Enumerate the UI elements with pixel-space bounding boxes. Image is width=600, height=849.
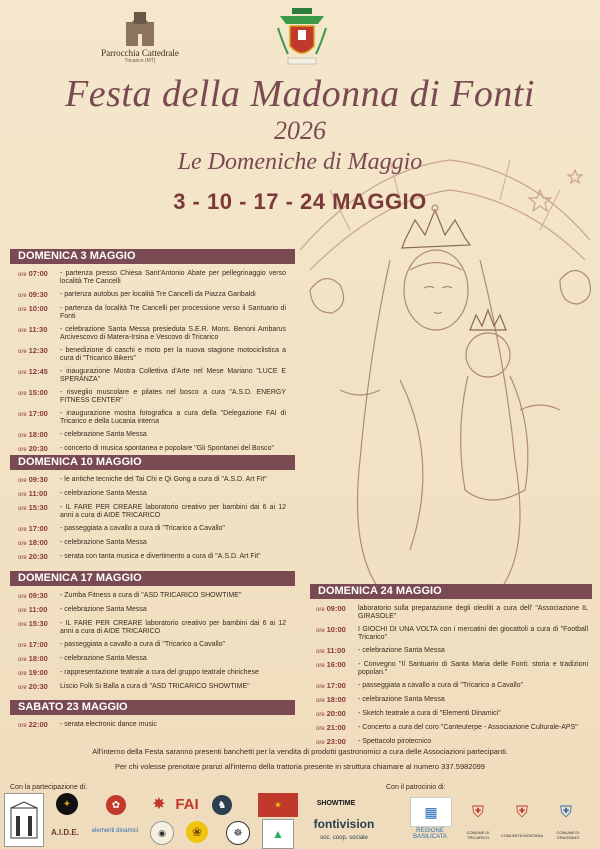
schedule-row: ore 15:00 - risveglio muscolare e pilates nel bosco a cura "A.S.D. ENERGY FITNESS CENTER" bbox=[18, 388, 286, 404]
sponsor-logo: ▲ bbox=[262, 819, 294, 849]
schedule-row: ore 18:00 - celebrazione Santa Messa bbox=[316, 695, 445, 704]
schedule-row: ore 18:00 - celebrazione Santa Messa bbox=[18, 538, 147, 547]
fontivision-subtitle: soc. coop. sociale bbox=[320, 835, 368, 841]
day-schedule bbox=[18, 270, 286, 459]
schedule-row: ore 17:00 - passeggiata a cavallo a cura di "Tricarico a Cavallo" bbox=[18, 640, 226, 649]
schedule-row: ore 16:00 - Convegno "Il Santuario di Santa Maria delle Fonti: storia e tradizioni popolari." bbox=[316, 660, 588, 676]
parish-place: Tricarico (MT) bbox=[124, 58, 156, 64]
elementi-dinamici-logo: elementi dinamici bbox=[91, 828, 139, 834]
schedule-row: ore 09:30 - partenza autobus per località Tre Cancelli da Piazza Garibaldi bbox=[18, 290, 256, 299]
comune-grassano-label: COMUNE DI GRASSANO bbox=[556, 830, 580, 840]
comunita-montana-label: COMUNITÀ MONTANA bbox=[500, 832, 544, 838]
aide-logo: A.I.D.E. bbox=[50, 827, 79, 837]
schedule-row: ore 09:30 - Zumba Fitness a cura di "ASD TRICARICO SHOWTIME" bbox=[18, 591, 242, 600]
sponsor-logos bbox=[0, 791, 600, 849]
schedule-row: ore 10:00 - partenza da località Tre Cancelli per processione verso il Santuario di Fonti bbox=[18, 304, 286, 320]
day-schedule bbox=[18, 721, 286, 735]
schedule-row: ore 21:00 - Concerto a cura del coro "Canteuterpe - Associazione Culturale-APS" bbox=[316, 723, 578, 732]
comunita-montana-crest-icon: ⛨ bbox=[515, 804, 528, 821]
festival-title: Festa della Madonna di Fonti bbox=[65, 73, 535, 115]
fai-logo: FAI bbox=[175, 795, 199, 813]
parish-logo bbox=[100, 8, 180, 64]
schedule-row: ore 20:30 - concerto di musica spontanea e popolare "Gli Spontanei del Bosco" bbox=[18, 444, 274, 453]
cathedral-icon bbox=[118, 8, 162, 48]
day-heading: DOMENICA 10 MAGGIO bbox=[10, 455, 295, 470]
schedule-row: ore 15:30 - IL FARE PER CREARE laboratorio creativo per bambini dai 6 ai 12 anni a cura di AIDE TRICARICO bbox=[18, 619, 286, 635]
footer-note-booking: Per chi volesse prenotare pranzi all'interno della trattoria presente in struttura chiamare al numero 337.5982099 bbox=[115, 762, 485, 771]
regione-basilicata-emblem-icon: ▦ bbox=[410, 797, 452, 827]
schedule-row: ore 17:00 - inaugurazione mostra fotografica a cura della "Delegazione FAI di Tricarico e della Lucania interna bbox=[18, 409, 286, 425]
schedule-row: ore 20:30 - serata con tanta musica e divertimento a cura di "A.S.D. Art Fit" bbox=[18, 552, 261, 561]
day-heading: DOMENICA 24 MAGGIO bbox=[310, 584, 592, 599]
schedule-row: ore 12:45 - inaugurazione Mostra Collettiva d'Arte nel Mese Mariano "LUCE E SPERANZA" bbox=[18, 367, 286, 383]
comune-grassano-crest-icon: ⛨ bbox=[559, 804, 572, 821]
schedule-row: ore 22:00 - serata electronic dance music bbox=[18, 720, 157, 729]
day-schedule bbox=[316, 605, 588, 752]
schedule-row: ore 20:30 Liscio Folk Si Balla a cura di "ASD TRICARICO SHOWTIME" bbox=[18, 682, 250, 691]
day-heading: SABATO 23 MAGGIO bbox=[10, 700, 295, 715]
schedule-row: ore 18:00 - celebrazione Santa Messa bbox=[18, 430, 147, 439]
day-heading: DOMENICA 17 MAGGIO bbox=[10, 571, 295, 586]
museum-icon bbox=[9, 800, 39, 840]
schedule-row: ore 19:00 - rappresentazione teatrale a cura del gruppo teatrale chirichese bbox=[18, 668, 259, 677]
sponsor-logo: ✿ bbox=[106, 795, 126, 815]
schedule-row: ore 11:00 - celebrazione Santa Messa bbox=[18, 605, 147, 614]
girasole-logo: ❀ bbox=[186, 821, 208, 843]
schedule-row: ore 23:00 - Spettacolo pirotecnico bbox=[316, 737, 432, 746]
schedule-row: ore 18:00 - celebrazione Santa Messa bbox=[18, 654, 147, 663]
regione-basilicata-logo: REGIONE BASILICATA bbox=[413, 828, 447, 840]
sponsor-logo bbox=[4, 793, 44, 847]
schedule-row: ore 20:00 - Sketch teatrale a cura di "Elementi Dinamici" bbox=[316, 709, 501, 718]
schedule-row: ore 09:00 laboratorio sulla preparazione degli oleoliti a cura dell' "Associazione IL GIRASOLE" bbox=[316, 604, 588, 620]
day-schedule bbox=[18, 592, 286, 697]
sponsor-logo: ◉ bbox=[150, 821, 174, 845]
schedule-row: ore 17:00 - passeggiata a cavallo a cura di "Tricarico a Cavallo" bbox=[18, 524, 226, 533]
parish-name: Parrocchia Cattedrale bbox=[101, 48, 179, 58]
schedule-row: ore 07:00 - partenza presso Chiesa Sant'Antonio Abate per pellegrinaggio verso località Tre Cancelli bbox=[18, 269, 286, 285]
patronage-label: Con il patrocinio di: bbox=[386, 784, 446, 791]
comune-tricarico-label: COMUNE DI TRICARICO bbox=[466, 830, 490, 840]
sponsor-logo: ✸ bbox=[152, 796, 166, 813]
schedule-row: ore 11:00 - celebrazione Santa Messa bbox=[316, 646, 445, 655]
bishop-crest-icon bbox=[274, 6, 330, 70]
festival-year: 2026 bbox=[274, 116, 326, 145]
sponsor-logo: ♞ bbox=[212, 795, 232, 815]
schedule-row: ore 17:00 - passeggiata a cavallo a cura di "Tricarico a Cavallo" bbox=[316, 681, 524, 690]
sponsor-logo: ★ bbox=[258, 793, 298, 817]
schedule-row: ore 11:30 - celebrazione Santa Messa presieduta S.E.R. Mons. Benoni Ambarus Arcivescovo di Matera-Irsina e Vescovo di Tricarico bbox=[18, 325, 286, 341]
showtime-logo: SHOWTIME bbox=[316, 799, 356, 807]
schedule-row: ore 15:30 - IL FARE PER CREARE laboratorio creativo per bambini dai 6 ai 12 anni a cura di AIDE TRICARICO bbox=[18, 503, 286, 519]
schedule-row: ore 10:00 I GIOCHI DI UNA VOLTA con i mercatini dei giocattoli a cura di "Football Tricarico" bbox=[316, 625, 588, 641]
day-schedule bbox=[18, 476, 286, 567]
schedule-row: ore 11:00 - celebrazione Santa Messa bbox=[18, 489, 147, 498]
footer-note-stalls: All'interno della Festa saranno presenti banchetti per la vendita di prodotti gastronomici a cura delle Associazioni partecipanti. bbox=[92, 747, 508, 756]
fontivision-logo: fontivision bbox=[313, 817, 375, 831]
festival-dates: 3 - 10 - 17 - 24 MAGGIO bbox=[173, 189, 427, 214]
festival-subtitle: Le Domeniche di Maggio bbox=[177, 149, 423, 175]
schedule-row: ore 12:30 - benedizione di caschi e moto per la nuova stagione motociclistica a cura di "Tricarico Bikers" bbox=[18, 346, 286, 362]
schedule-row: ore 09:30 - le antiche tecniche del Tai Chi e Qi Gong a cura di "A.S.D. Art Fit" bbox=[18, 475, 267, 484]
sponsor-logo: ☸ bbox=[226, 821, 250, 845]
comune-tricarico-crest-icon: ⛨ bbox=[471, 804, 484, 821]
day-heading: DOMENICA 3 MAGGIO bbox=[10, 249, 295, 264]
sponsor-logo: ✦ bbox=[56, 793, 78, 815]
partnership-label: Con la partecipazione di: bbox=[10, 784, 88, 791]
